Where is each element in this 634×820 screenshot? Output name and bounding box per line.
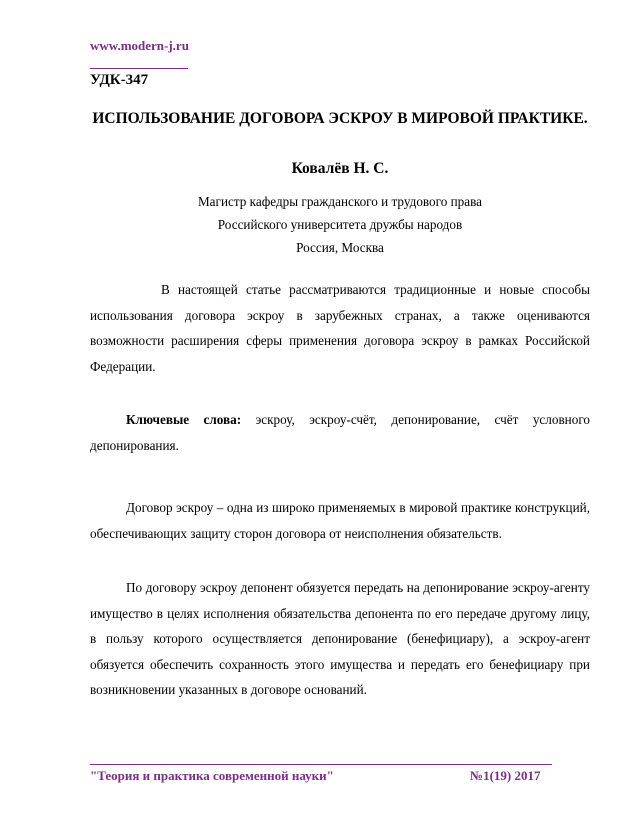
body-paragraph-1: Договор эскроу – одна из широко применяемых в мировой практике конструкций, обеспечивающих защиту сторон договора от неисполнения обязательств. (90, 500, 590, 541)
keywords-label: Ключевые слова: (126, 412, 242, 427)
site-url[interactable]: www.modern-j.ru (90, 38, 189, 53)
affiliation-line-1: Магистр кафедры гражданского и трудового права (197, 194, 483, 209)
footer-journal-name: "Теория и практика современной науки" (90, 768, 334, 783)
author-name: Ковалёв Н. С. (291, 160, 389, 177)
header-divider (90, 68, 188, 69)
keywords (90, 407, 590, 458)
body-paragraph-2: По договору эскроу депонент обязуется передать на депонирование эскроу-агенту имущество в целях исполнения обязательства депонента по его передаче другому лицу, в пользу которого осуществляется депонирование (бенефициару), а эскроу-агент обязуется обеспечить сохранность этого имущества и передать его бенефициару при возникновении указанных в договоре оснований. (90, 580, 590, 697)
footer-issue-number: №1(19) 2017 (470, 768, 541, 783)
keywords-text: эскроу, эскроу-счёт, депонирование, счёт условного депонирования. (90, 412, 591, 453)
article-title: ИСПОЛЬЗОВАНИЕ ДОГОВОРА ЭСКРОУ В МИРОВОЙ ПРАКТИКЕ. (92, 110, 588, 127)
footer-divider (90, 764, 552, 765)
affiliation-line-2: Российского университета дружбы народов (217, 217, 463, 232)
abstract: В настоящей статье рассматриваются традиционные и новые способы использования договора эскроу в зарубежных странах, а также оцениваются возможности расширения сферы применения договора эскроу в рамках Российской Федерации. (90, 282, 590, 374)
affiliation-line-3: Россия, Москва (296, 240, 384, 255)
udk-code: УДК-347 (90, 72, 149, 88)
author-affiliation (90, 190, 590, 259)
